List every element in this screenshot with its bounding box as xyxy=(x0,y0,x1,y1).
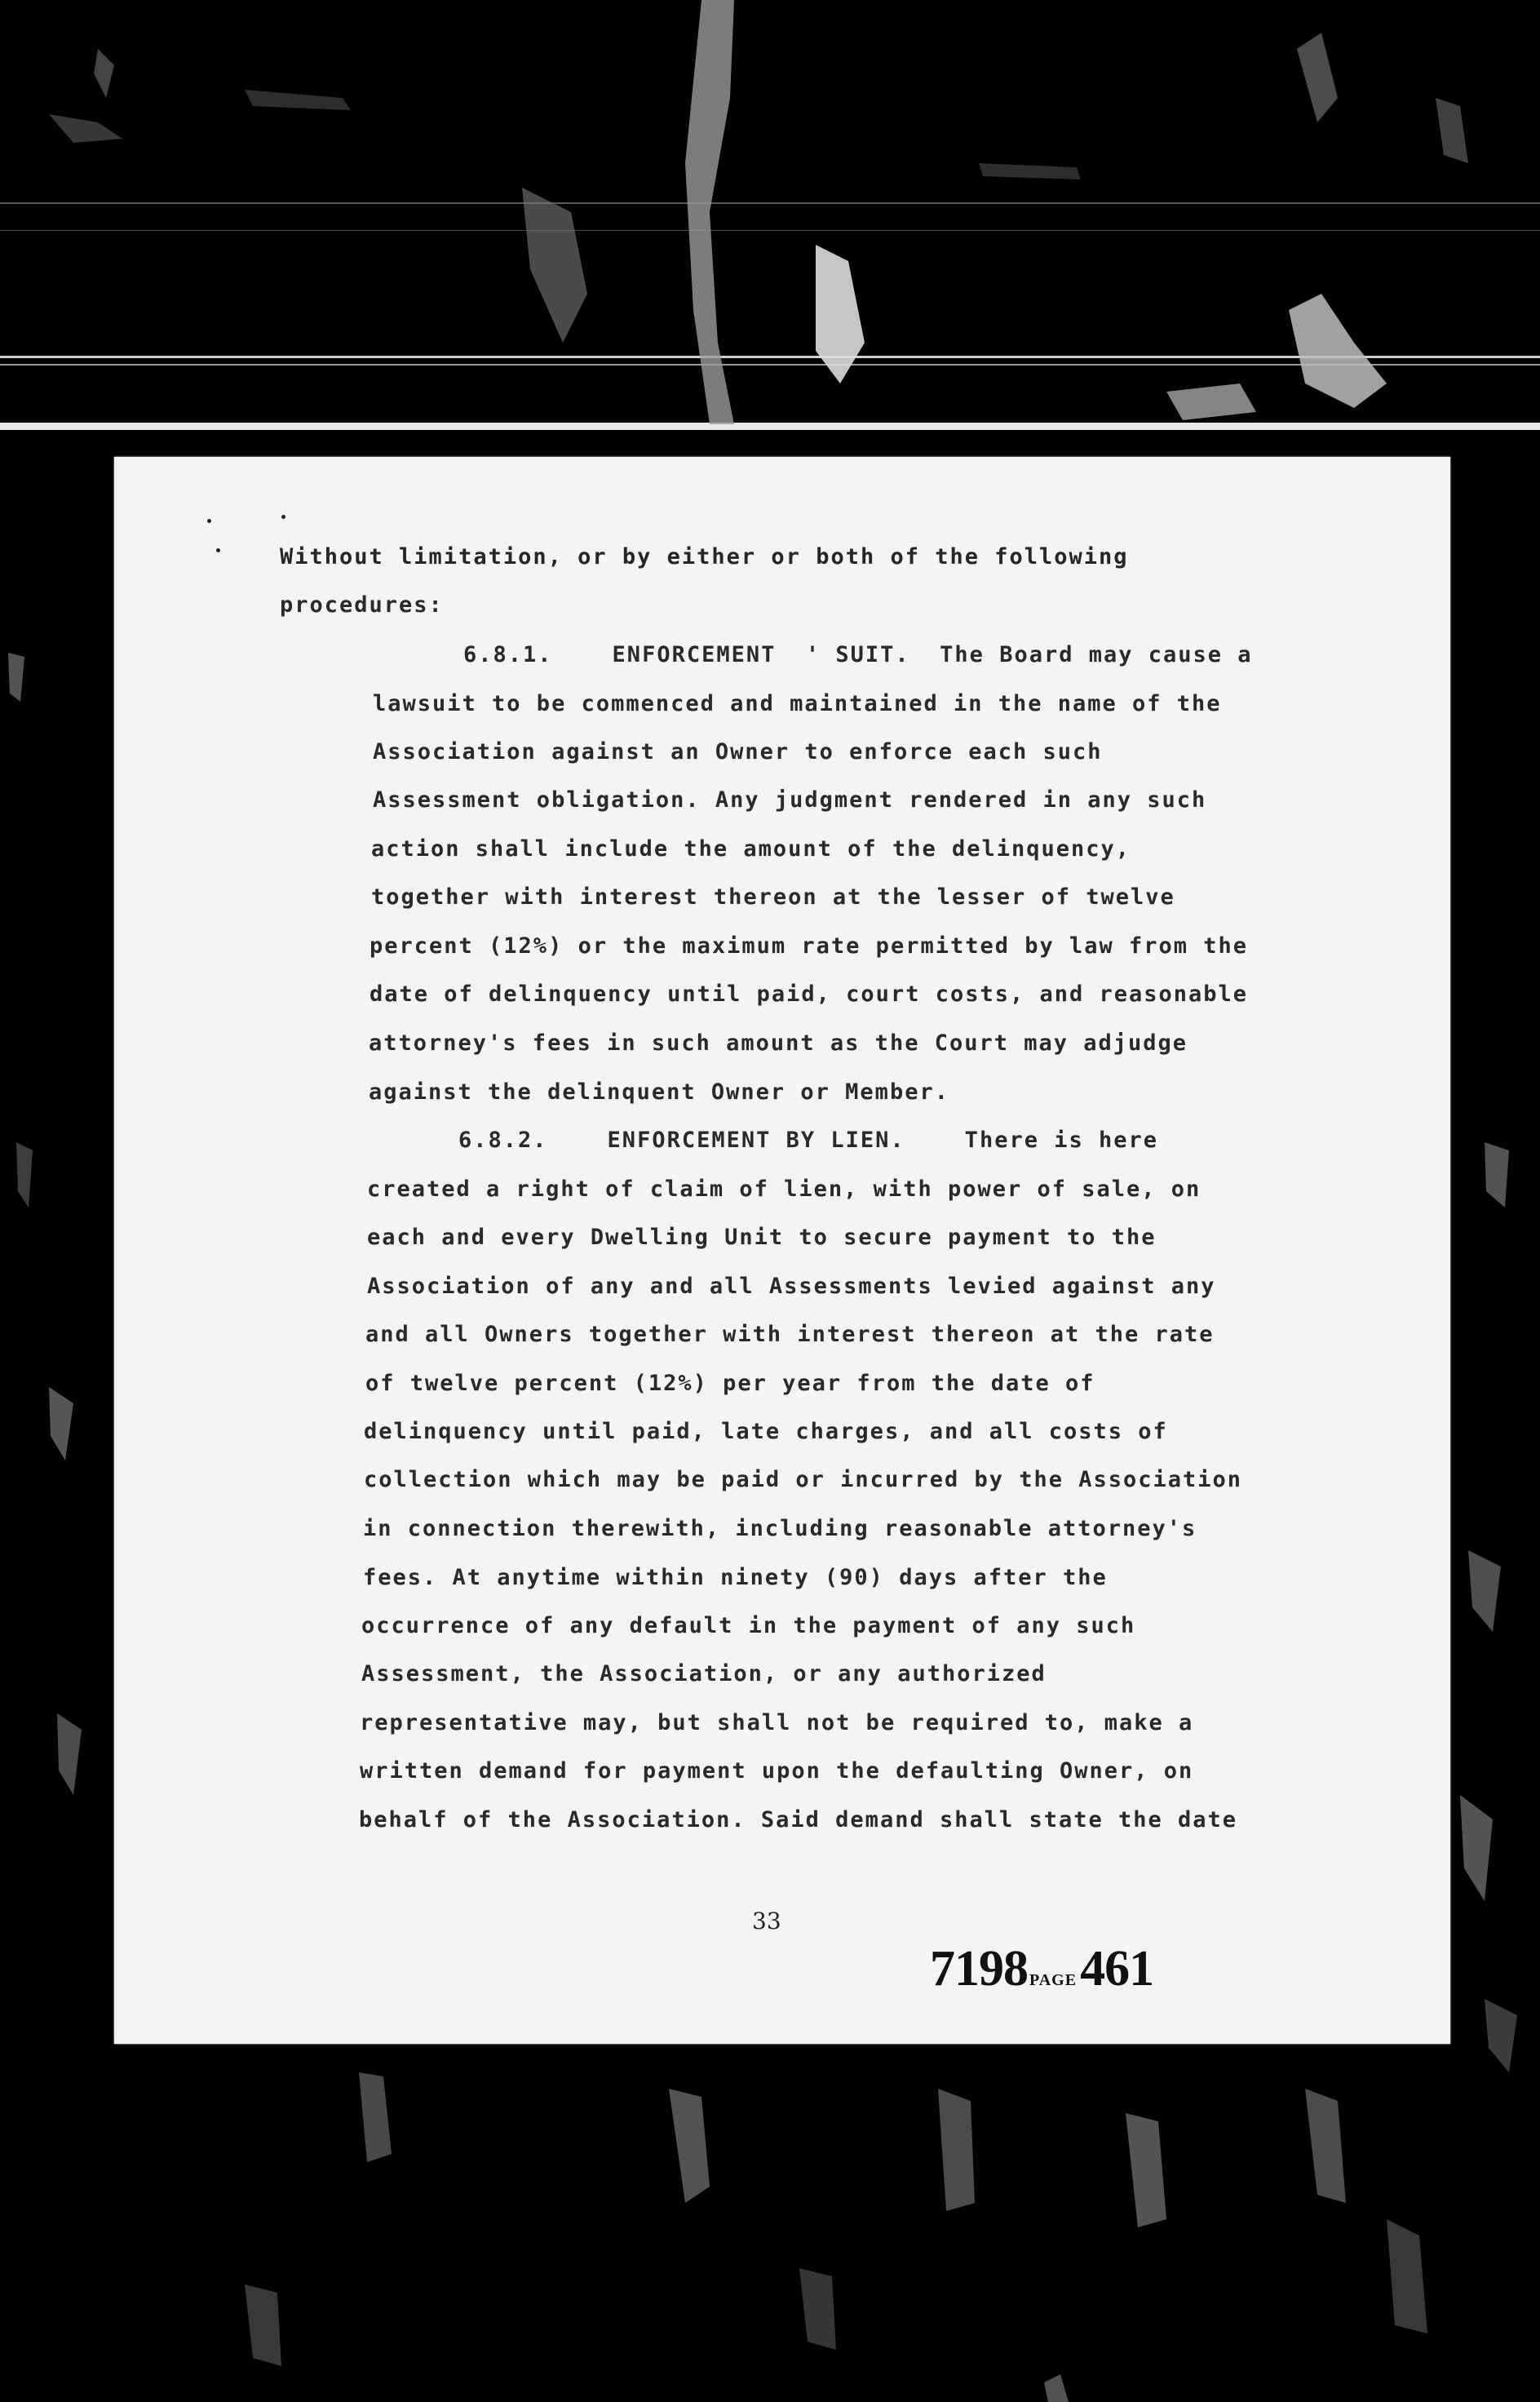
section-6-8-2-line: occurrence of any default in the payment of any such xyxy=(361,1613,1136,1638)
intro-text: Without limitation, or by either or both of the following xyxy=(280,544,1129,569)
section-6-8-1-line: date of delinquency until paid, court costs, and reasonable xyxy=(370,982,1249,1007)
intro-line-2: procedures: xyxy=(280,592,444,618)
section-6-8-2-line: each and every Dwelling Unit to secure payment to the xyxy=(367,1225,1157,1250)
section-6-8-2-heading: 6.8.2. ENFORCEMENT BY LIEN. There is here xyxy=(458,1128,1159,1153)
intro-line-1 xyxy=(280,544,1295,569)
document-page xyxy=(114,457,1450,2044)
section-6-8-1-line: Assessment obligation. Any judgment rendered in any such xyxy=(373,787,1207,813)
section-6-8-2-line: Association of any and all Assessments levied against any xyxy=(367,1274,1216,1299)
section-6-8-1-line: Association against an Owner to enforce each such xyxy=(373,739,1103,764)
recorded-page-number: 461 xyxy=(1080,1941,1154,1996)
section-6-8-2-line: created a right of claim of lien, with power of sale, on xyxy=(367,1177,1201,1202)
section-6-8-2-line: behalf of the Association. Said demand shall state the date xyxy=(359,1807,1238,1833)
section-6-8-2-line: in connection therewith, including reasonable attorney's xyxy=(363,1516,1197,1541)
section-6-8-1-line: lawsuit to be commenced and maintained in the name of the xyxy=(373,691,1222,716)
section-6-8-1-line: attorney's fees in such amount as the Court may adjudge xyxy=(369,1030,1188,1056)
section-6-8-2-line: and all Owners together with interest thereon at the rate xyxy=(365,1322,1215,1347)
section-6-8-2-line: collection which may be paid or incurred by the Association xyxy=(364,1467,1243,1492)
section-6-8-1-line: together with interest thereon at the lesser of twelve xyxy=(371,884,1175,910)
section-6-8-2-line: delinquency until paid, late charges, and all costs of xyxy=(364,1419,1168,1444)
book-number: 7198 xyxy=(930,1941,1028,1996)
section-6-8-2-line: representative may, but shall not be required to, make a xyxy=(360,1710,1194,1735)
section-6-8-2-line: written demand for payment upon the defaulting Owner, on xyxy=(360,1758,1194,1784)
page-number: 33 xyxy=(752,1908,781,1934)
scan-speck xyxy=(216,548,220,552)
section-6-8-2-line: fees. At anytime within ninety (90) days after the xyxy=(363,1565,1108,1590)
section-6-8-2-line: Assessment, the Association, or any authorized xyxy=(361,1661,1047,1686)
section-6-8-2-line: of twelve percent (12%) per year from the date of xyxy=(365,1371,1095,1396)
section-6-8-1-heading: 6.8.1. ENFORCEMENT ' SUIT. The Board may cause a xyxy=(463,642,1253,667)
section-6-8-1-line: action shall include the amount of the delinquency, xyxy=(371,836,1131,862)
scan-speck xyxy=(207,519,211,523)
section-6-8-1-last-line: against the delinquent Owner or Member. xyxy=(369,1079,949,1105)
section-6-8-1-line: percent (12%) or the maximum rate permitted by law from the xyxy=(370,933,1249,959)
book-page-stamp xyxy=(930,1940,1153,1998)
scan-speck xyxy=(281,515,285,519)
book-page-label: PAGE xyxy=(1029,1971,1078,1989)
